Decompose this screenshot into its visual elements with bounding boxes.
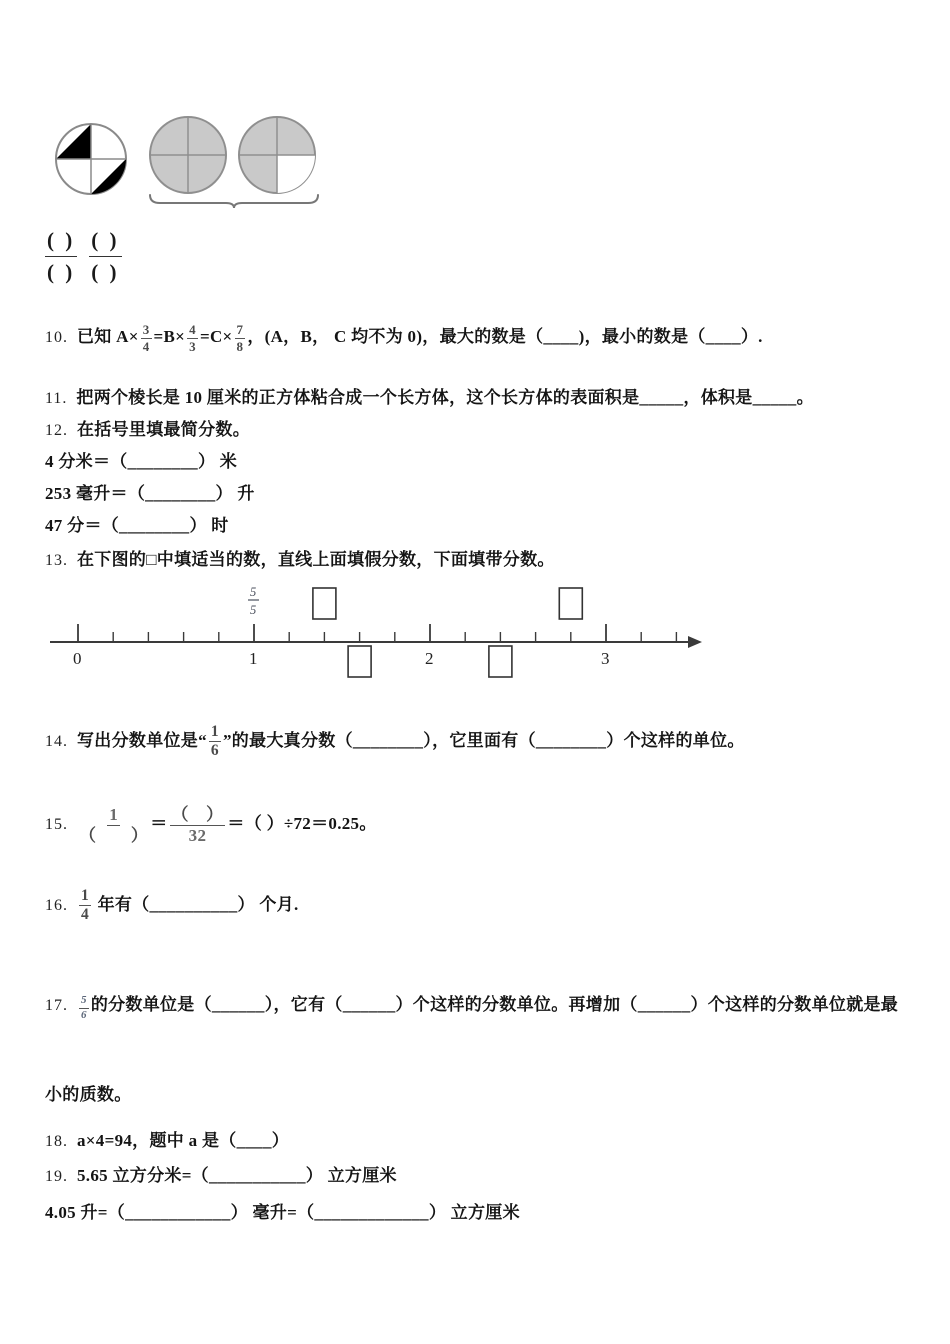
text-segment: ”的最大真分数（________），它里面有（________）个这样的单位。 [222, 730, 745, 750]
fraction-denominator: 4 [81, 906, 90, 924]
text-segment: 年有（__________） 个月. [93, 894, 299, 914]
inline-fraction [170, 806, 226, 845]
fraction-numerator: 1 [109, 805, 118, 824]
fraction-circles-figure [50, 103, 330, 210]
axis-arrowhead-icon [688, 636, 702, 648]
fraction-numerator: 4 [189, 321, 196, 337]
answer-box-below [348, 646, 371, 677]
text-segment: 的分数单位是（______），它有（______）个这样的分数单位。再增加（______）个这样的分数单位就是最 [90, 995, 899, 1014]
question-15 [45, 806, 377, 845]
question-11-number: 11. [45, 390, 68, 407]
fraction-denominator: 6 [81, 1008, 87, 1021]
axis-label: 0 [73, 649, 82, 668]
question-18 [45, 1126, 289, 1151]
question-18-number: 18. [45, 1133, 68, 1150]
fraction-label-numerator: 5 [250, 585, 257, 599]
text-segment: 写出分数单位是“ [77, 730, 207, 750]
text-segment: =B× [153, 327, 186, 346]
answer-box-above [559, 588, 582, 619]
fraction-numerator: （ ） [171, 805, 224, 824]
question-18-text: a×4=94，题中 a 是（____） [77, 1131, 290, 1150]
question-10-text [77, 321, 763, 354]
text-segment: 已知 A× [77, 327, 139, 346]
question-19-text: 5.65 立方分米=（___________） 立方厘米 [77, 1166, 397, 1185]
question-17-continuation: 小的质数。 [45, 1085, 132, 1104]
question-13-text: 在下图的□中填适当的数，直线上面填假分数，下面填带分数。 [77, 550, 555, 569]
fraction-blank-1 [45, 228, 77, 285]
question-15-text [77, 805, 377, 845]
circle-2 [150, 117, 226, 193]
question-12-sub-1: 4 分米＝（________） 米 [45, 452, 238, 471]
fraction-blank-2-numerator: ( ) [89, 228, 121, 257]
inline-fraction [187, 323, 198, 353]
circle-3-white-quarter [277, 155, 315, 193]
fraction-blank-2-denominator: ( ) [91, 260, 120, 284]
inline-fraction [235, 323, 246, 353]
inline-fraction [79, 806, 148, 845]
fraction-denominator: 8 [236, 338, 244, 354]
question-14-number: 14. [45, 732, 68, 750]
fraction-numerator: 1 [79, 888, 91, 906]
fraction-answer-blanks [45, 228, 122, 285]
inline-fraction [79, 888, 91, 924]
question-10 [45, 322, 763, 353]
fraction-blank-2 [89, 228, 121, 285]
fraction-denominator: 6 [210, 742, 219, 760]
axis-label: 1 [249, 649, 258, 668]
question-16 [45, 888, 299, 924]
question-12-sub-3: 47 分＝（________） 时 [45, 516, 229, 535]
question-16-text [77, 887, 299, 924]
axis-label: 2 [425, 649, 434, 668]
answer-box-below [489, 646, 512, 677]
fraction-numerator: 3 [142, 321, 150, 337]
text-segment: =C× [199, 327, 233, 346]
question-10-number: 10. [45, 329, 68, 346]
question-19 [45, 1161, 397, 1186]
question-17-text [77, 994, 899, 1021]
question-11 [45, 383, 814, 408]
inline-fraction [141, 323, 152, 353]
question-11-text: 把两个棱长是 10 厘米的正方体粘合成一个长方体，这个长方体的表面积是_____，体积是_____。 [76, 388, 814, 407]
question-16-number: 16. [45, 896, 68, 914]
question-12-sub-2: 253 毫升＝（________） 升 [45, 484, 255, 503]
question-12 [45, 415, 250, 440]
underbrace [150, 195, 318, 208]
question-19-line-2: 4.05 升=（____________） 毫升=（_____________） 立方厘米 [45, 1203, 520, 1222]
question-13 [45, 545, 555, 570]
question-13-number: 13. [45, 552, 68, 569]
question-15-number: 15. [45, 816, 68, 834]
question-19-number: 19. [45, 1168, 68, 1185]
text-segment: ，(A，B， C 均不为 0)，最大的数是（____)，最小的数是（____）. [247, 327, 763, 346]
fraction-denominator: 4 [142, 338, 150, 354]
fraction-blank-1-numerator: ( ) [45, 228, 77, 257]
question-12-number: 12. [45, 422, 68, 439]
axis-label: 3 [601, 649, 610, 668]
fraction-denominator: （ ） [79, 825, 149, 845]
circle-1 [56, 124, 126, 194]
question-17-number: 17. [45, 997, 68, 1014]
inline-fraction [209, 724, 221, 760]
fraction-denominator: 32 [188, 825, 207, 845]
fraction-denominator: 3 [189, 338, 196, 354]
circle-3 [239, 117, 315, 193]
number-line-svg [48, 580, 708, 686]
text-segment: ＝ [150, 814, 168, 834]
answer-box-above [313, 588, 336, 619]
fraction-numerator: 5 [79, 995, 89, 1009]
question-14-text [77, 723, 745, 760]
fraction-label-denominator: 5 [250, 603, 257, 617]
question-14 [45, 724, 745, 760]
fraction-blank-1-denominator: ( ) [47, 260, 76, 284]
question-12-text: 在括号里填最简分数。 [77, 420, 250, 439]
question-17 [45, 990, 898, 1021]
text-segment: ＝（ ）÷72＝0.25。 [227, 814, 377, 834]
inline-fraction [79, 995, 89, 1021]
fraction-numerator: 7 [236, 321, 244, 337]
fraction-numerator: 1 [209, 724, 221, 742]
